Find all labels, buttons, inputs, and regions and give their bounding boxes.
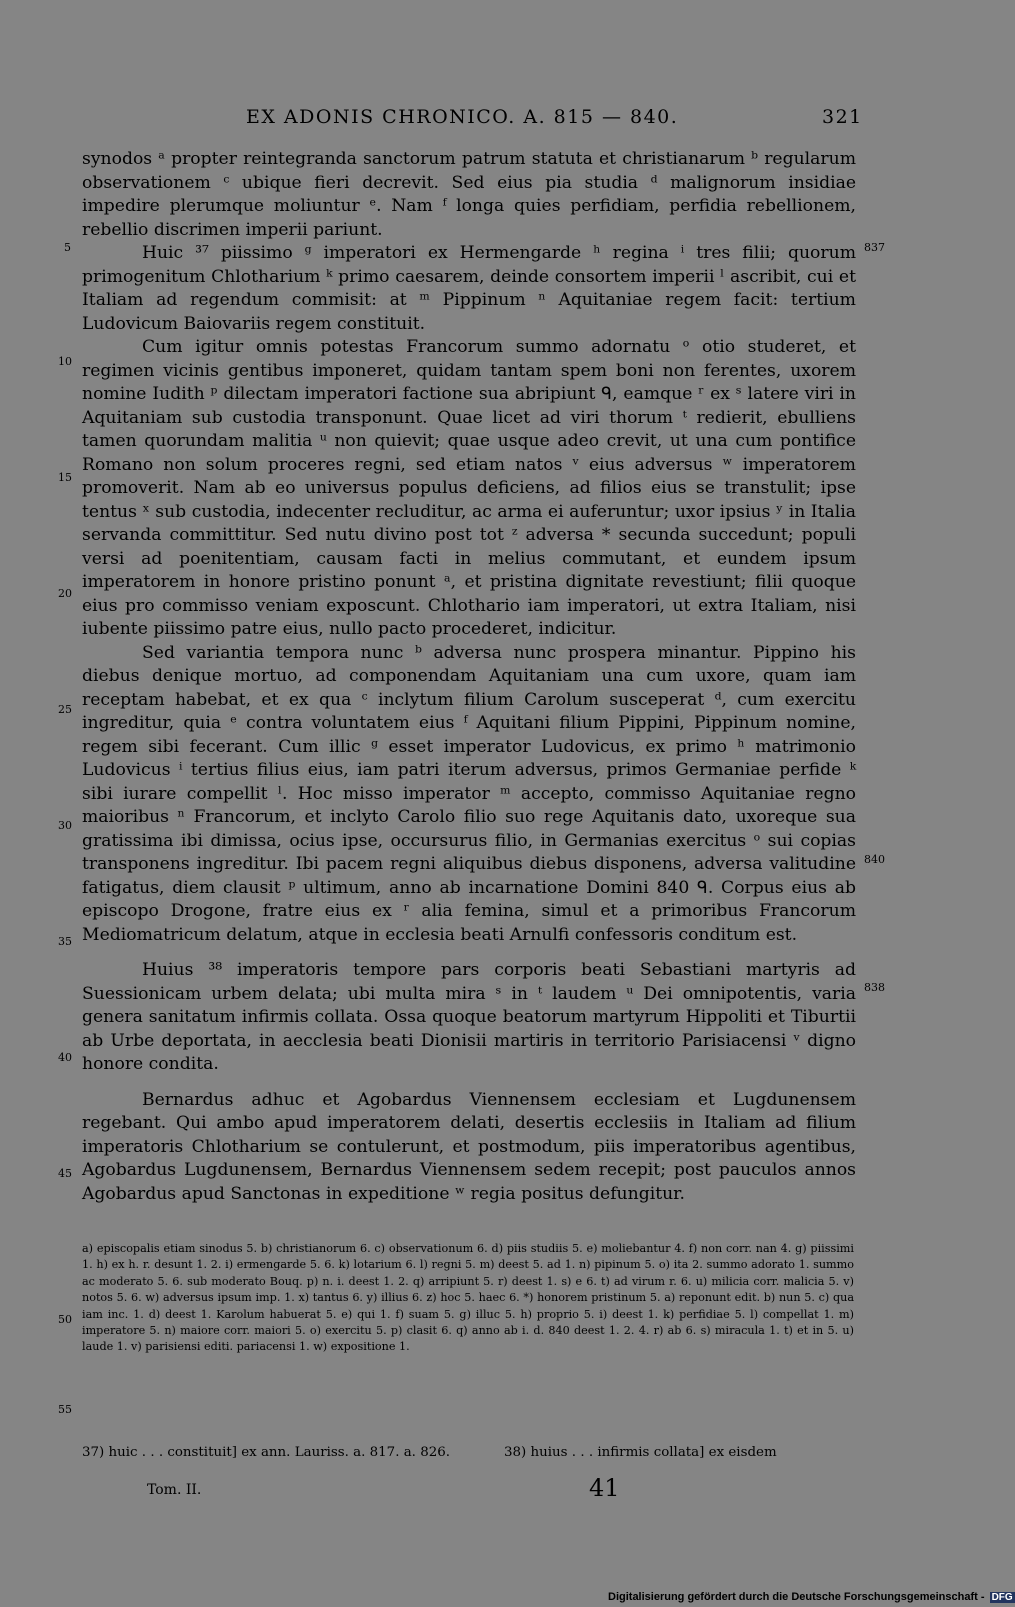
paragraph-4: Sed variantia tempora nunc ᵇ adversa nunc prospera minantur. Pippino his diebus denique mortuo, ad componendam Aquitaniam una cum uxore, quam iam receptam habebat, et ex qua ᶜ inclytum filium Carolum susceperat ᵈ, cum exercitu ingreditur, quia ᵉ contra voluntatem eius ᶠ Aquitani filium Pippini, Pippinum nomine, regem sibi fecerant. Cum illic ᵍ esset imperator Ludovicus, ex primo ʰ matrimonio Ludovicus ⁱ tertius filius eius, iam patri iterum adversus, primos Germaniae perfide ᵏ sibi iurare compellit ˡ. Hoc misso imperator ᵐ accepto, commisso Aquitaniae regno maioribus ⁿ Francorum, et inclyto Carolo filio suo rege Aquitanis dato, uxoreque sua gratissima ibi dimissa, ocius ipse, occursurus filio, in Germanias exercitus ᵒ sui copias transponens ingreditur. Ibi pacem regni aliquibus diebus disponens, adversa valitudine fatigatus, diem clausit ᵖ ultimum, anno ab incarnatione Domini 840 ᑫ. Corpus eius ab episcopo Drogone, fratre eius ex ʳ alia femina, simul et a primoribus Francorum Mediomatricum delatum, atque in ecclesia beati Arnulfi confessoris conditum est. (82, 642, 856, 945)
margin-year: 837 (864, 241, 885, 254)
source-note-37: 37) huic . . . constituit] ex ann. Lauriss. a. 817. a. 826. (82, 1445, 451, 1460)
paragraph-6: Bernardus adhuc et Agobardus Viennensem ecclesiam et Lugdunensem regebant. Qui ambo apud imperatorem delati, desertis ecclesiis in Italiam ad filium imperatoris Chlotharium se contulerunt, et postmodum, piis imperatoribus agentibus, Agobardus Lugdunensem, Bernardus Viennensem sedem recepit; post pauculos annos Agobardus apud Sanctonas in expeditione ʷ regia positus defungitur. (82, 1089, 856, 1204)
source-note-38: 38) huius . . . infirmis collata] ex eisdem (504, 1445, 777, 1460)
line-number: 45 (58, 1167, 72, 1180)
paragraph-3: Cum igitur omnis potestas Francorum summo adornatu ᵒ otio studeret, et regimen vicinis gentibus imponeret, quidam tantam spem boni non ferentes, uxorem nomine Iudith ᵖ dilectam imperatori factione sua abripiunt ᑫ, eamque ʳ ex ˢ latere viri in Aquitaniam sub custodia transponunt. Quae licet ad viri thorum ᵗ redierit, ebulliens tamen quorundam malitia ᵘ non quievit; quae usque adeo crevit, ut una cum pontifice Romano non solum proceres regni, sed etiam natos ᵛ eius adversus ʷ imperatorem promoverit. Nam ab eo universus populus deficiens, ad filios eius se transtulit; ipse tentus ˣ sub custodia, indecenter recluditur, ac arma ei auferuntur; uxor ipsius ʸ in Italia servanda committitur. Sed nutu divino post tot ᶻ adversa * secunda succedunt; populi versi ad poenitentiam, causam facti in melius commutant, et eundem ipsum imperatorem in honore pristino ponunt ᵃ, et pristina dignitate revestiunt; filii quoque eius pro commisso veniam exposcunt. Chlothario iam imperatori, ut extra Italiam, nisi iubente piissimo patre eius, nullo pacto procederet, indicitur. (82, 337, 856, 639)
line-number: 10 (58, 355, 72, 368)
dfg-logo: DFG (991, 1592, 1013, 1603)
margin-year: 840 (864, 853, 885, 866)
line-number: 40 (58, 1051, 72, 1064)
paragraph-1: synodos ᵃ propter reintegranda sanctorum patrum statuta et christianarum ᵇ regularum observationem ᶜ ubique fieri decrevit. Sed eius pia studia ᵈ malignorum insidiae impedire plerumque moliuntur ᵉ. Nam ᶠ longa quies perfidiam, perfidia rebellionem, rebellio discrimen imperii pariunt. (82, 149, 856, 240)
critical-apparatus: a) episcopalis etiam sinodus 5. b) christianorum 6. c) observationum 6. d) piis studiis 5. e) moliebantur 4. f) non corr. nan 4. g) piissimi 1. h) ex h. r. desunt 1. 2. i) ermengarde 5. 6. k) lotarium 6. l) regni 5. m) deest 5. ad 1. n) pipinum 5. o) ita 2. summo adorato 1. summo ac moderato 5. 6. sub moderato Bouq. p) n. i. deest 1. 2. q) arripiunt 5. r) deest 1. s) e 6. t) ad virum r. 6. u) milicia corr. malicia 5. v) notos 5. 6. w) adversus ipsum imp. 1. x) tantus 6. y) illius 6. z) hoc 5. haec 6. *) honorem pristinum 5. a) reponunt edit. b) nun 5. c) qua iam inc. 1. d) deest 1. Karolum habuerat 5. e) qui 1. f) suam 5. g) illuc 5. h) proprio 5. i) deest 1. k) perfidiae 5. l) compellat 1. m) imperatore 5. n) maiore corr. maiori 5. o) exercitu 5. p) clasit 6. q) anno ab i. d. 840 deest 1. 2. 4. r) ab 6. s) miracula 1. t) et in 5. u) laude 1. v) parisiensi editi. pariacensi 1. w) expositione 1. (82, 1242, 854, 1354)
line-number: 5 (64, 241, 71, 254)
digitization-credit (608, 1591, 1015, 1603)
paragraph-5: Huius ³⁸ imperatoris tempore pars corporis beati Sebastiani martyris ad Suessionicam urbem delata; ubi multa mira ˢ in ᵗ laudem ᵘ Dei omnipotentis, varia genera sanitatum infirmis collata. Ossa quoque beatorum martyrum Hippoliti et Tiburtii ab Urbe deportata, in aecclesia beati Dionisii martiris in territorio Parisiacensi ᵛ digno honore condita. (82, 960, 856, 1074)
line-number: 20 (58, 587, 72, 600)
line-number: 50 (58, 1313, 72, 1326)
credit-text: Digitalisierung gefördert durch die Deutsche Forschungsgemeinschaft - (608, 1591, 985, 1603)
line-number: 30 (58, 819, 72, 832)
volume-label: Tom. II. (147, 1482, 202, 1498)
header-title: EX ADONIS CHRONICO. A. 815 — 840. (246, 106, 679, 128)
paragraph-2: Huic ³⁷ piissimo ᵍ imperatori ex Hermengarde ʰ regina ⁱ tres filii; quorum primogenitum Chlotharium ᵏ primo caesarem, deinde consortem imperii ˡ ascribit, cui et Italiam ad regendum commisit: at ᵐ Pippinum ⁿ Aquitaniae regem facit: tertium Ludovicum Baiovariis regem constituit. (82, 243, 856, 334)
page-number: 321 (822, 106, 863, 128)
line-number: 35 (58, 935, 72, 948)
signature-mark: 41 (589, 1474, 620, 1502)
margin-year: 838 (864, 981, 885, 994)
line-number: 55 (58, 1403, 72, 1416)
main-text (82, 148, 856, 1206)
line-number: 25 (58, 703, 72, 716)
line-number: 15 (58, 471, 72, 484)
